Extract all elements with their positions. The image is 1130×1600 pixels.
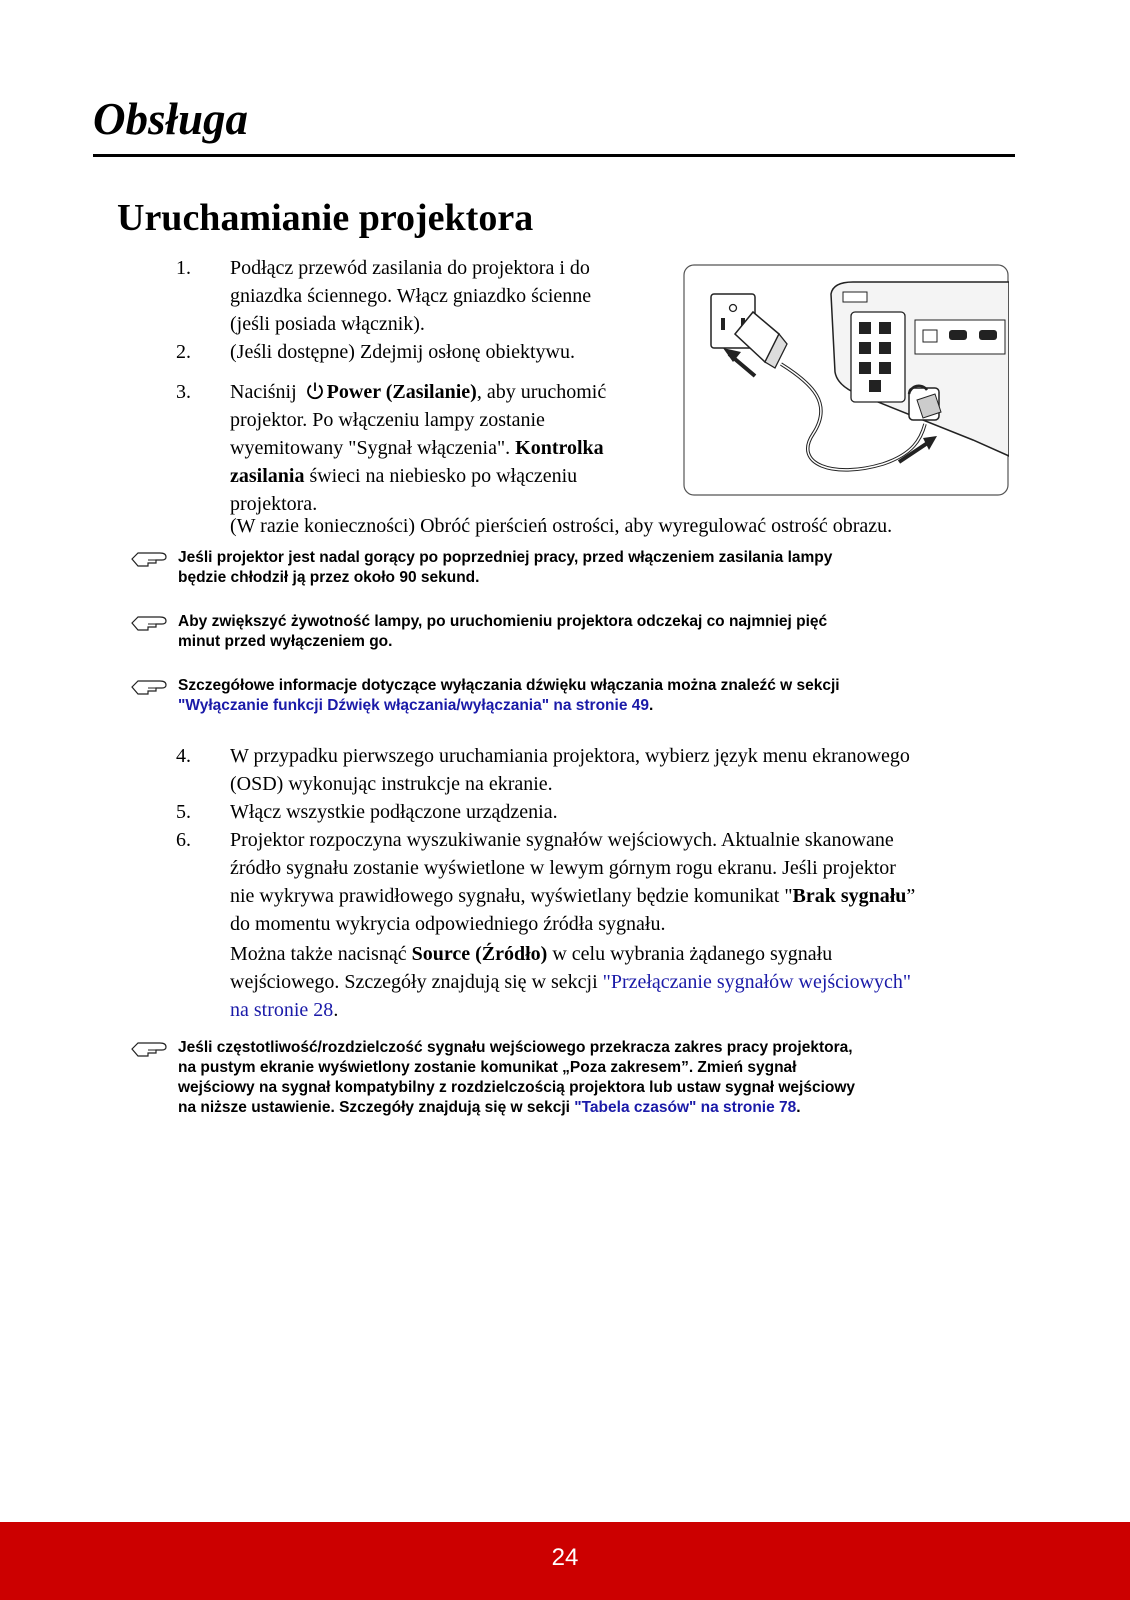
step-line: Włącz wszystkie podłączone urządzenia. — [230, 801, 558, 823]
step-line: W przypadku pierwszego uruchamiania projektora, wybierz język menu ekranowego — [230, 745, 910, 767]
source-label: Source (Źródło) — [411, 943, 548, 965]
note-hand-icon — [130, 677, 170, 697]
power-label: Power (Zasilanie) — [326, 381, 477, 403]
note-line: będzie chłodził ją przez około 90 sekund. — [178, 569, 480, 586]
step-number: 2. — [176, 341, 191, 363]
note-line: minut przed wyłączeniem go. — [178, 633, 393, 650]
step-line: do momentu wykrycia odpowiedniego źródła sygnału. — [230, 913, 666, 935]
note-hand-icon — [130, 1039, 170, 1059]
no-signal-label: Brak sygnału — [792, 885, 907, 907]
note-line: Jeśli częstotliwość/rozdzielczość sygnału wejściowego przekracza zakres pracy projektora, — [178, 1039, 853, 1056]
timing-table-link[interactable]: "Tabela czasów" na stronie 78 — [574, 1099, 797, 1116]
step-line: Projektor rozpoczyna wyszukiwanie sygnałów wejściowych. Aktualnie skanowane — [230, 829, 894, 851]
note-hand-icon — [130, 613, 170, 633]
chapter-title: Obsługa — [93, 94, 249, 144]
page-number: 24 — [551, 1544, 579, 1571]
title-rule — [93, 154, 1015, 157]
focus-note: (W razie konieczności) Obróć pierścień ostrości, aby wyregulować ostrość obrazu. — [230, 515, 893, 537]
step-line: Naciśnij — [230, 381, 297, 403]
note-line: Aby zwiększyć żywotność lampy, po uruchomieniu projektora odczekaj co najmniej pięć — [178, 613, 828, 630]
source-paragraph: Można także nacisnąć Source (Źródło) w celu wybrania żądanego sygnału wejściowego. Szczegóły znajdują się w sekcji "Przełączanie sygnałów wejściowych" na stronie 28. — [230, 943, 912, 1021]
power-icon — [305, 381, 325, 401]
step-number: 5. — [176, 801, 191, 823]
step-number: 4. — [176, 745, 191, 767]
step-line: źródło sygnału zostanie wyświetlone w lewym górnym rogu ekranu. Jeśli projektor — [230, 857, 896, 879]
step-line: (Jeśli dostępne) Zdejmij osłonę obiektywu. — [230, 341, 575, 363]
note-hand-icon — [130, 549, 170, 569]
step-line: (jeśli posiada włącznik). — [230, 313, 425, 335]
step-line: gniazdka ściennego. Włącz gniazdko ścienne — [230, 285, 592, 307]
mute-sound-link[interactable]: "Wyłączanie funkcji Dźwięk włączania/wyłączania" na stronie 49 — [178, 697, 649, 714]
note-line: wejściowy na sygnał kompatybilny z rozdzielczością projektora lub ustaw sygnał wejściowy — [178, 1079, 856, 1096]
step-line: (OSD) wykonując instrukcje na ekranie. — [230, 773, 553, 795]
power-connection-illustration — [683, 264, 1009, 496]
note-line: Szczegółowe informacje dotyczące wyłączania dźwięku włączania można znaleźć w sekcji — [178, 677, 840, 694]
step-number: 3. — [176, 381, 191, 403]
input-switching-link[interactable]: "Przełączanie sygnałów wejściowych" — [602, 971, 912, 993]
page-footer — [0, 1522, 1130, 1600]
step-line: projektor. Po włączeniu lampy zostanie — [230, 409, 545, 431]
step-line: Podłącz przewód zasilania do projektora i do — [230, 257, 590, 279]
input-switching-page-link[interactable]: na stronie 28 — [230, 999, 334, 1021]
section-title: Uruchamianie projektora — [117, 197, 534, 239]
step-line: projektora. — [230, 493, 318, 515]
step-number: 1. — [176, 257, 191, 279]
note-line: na pustym ekranie wyświetlony zostanie komunikat „Poza zakresem”. Zmień sygnał — [178, 1059, 797, 1076]
note-line: Jeśli projektor jest nadal gorący po poprzedniej pracy, przed włączeniem zasilania lampy — [178, 549, 833, 566]
step-number: 6. — [176, 829, 191, 851]
